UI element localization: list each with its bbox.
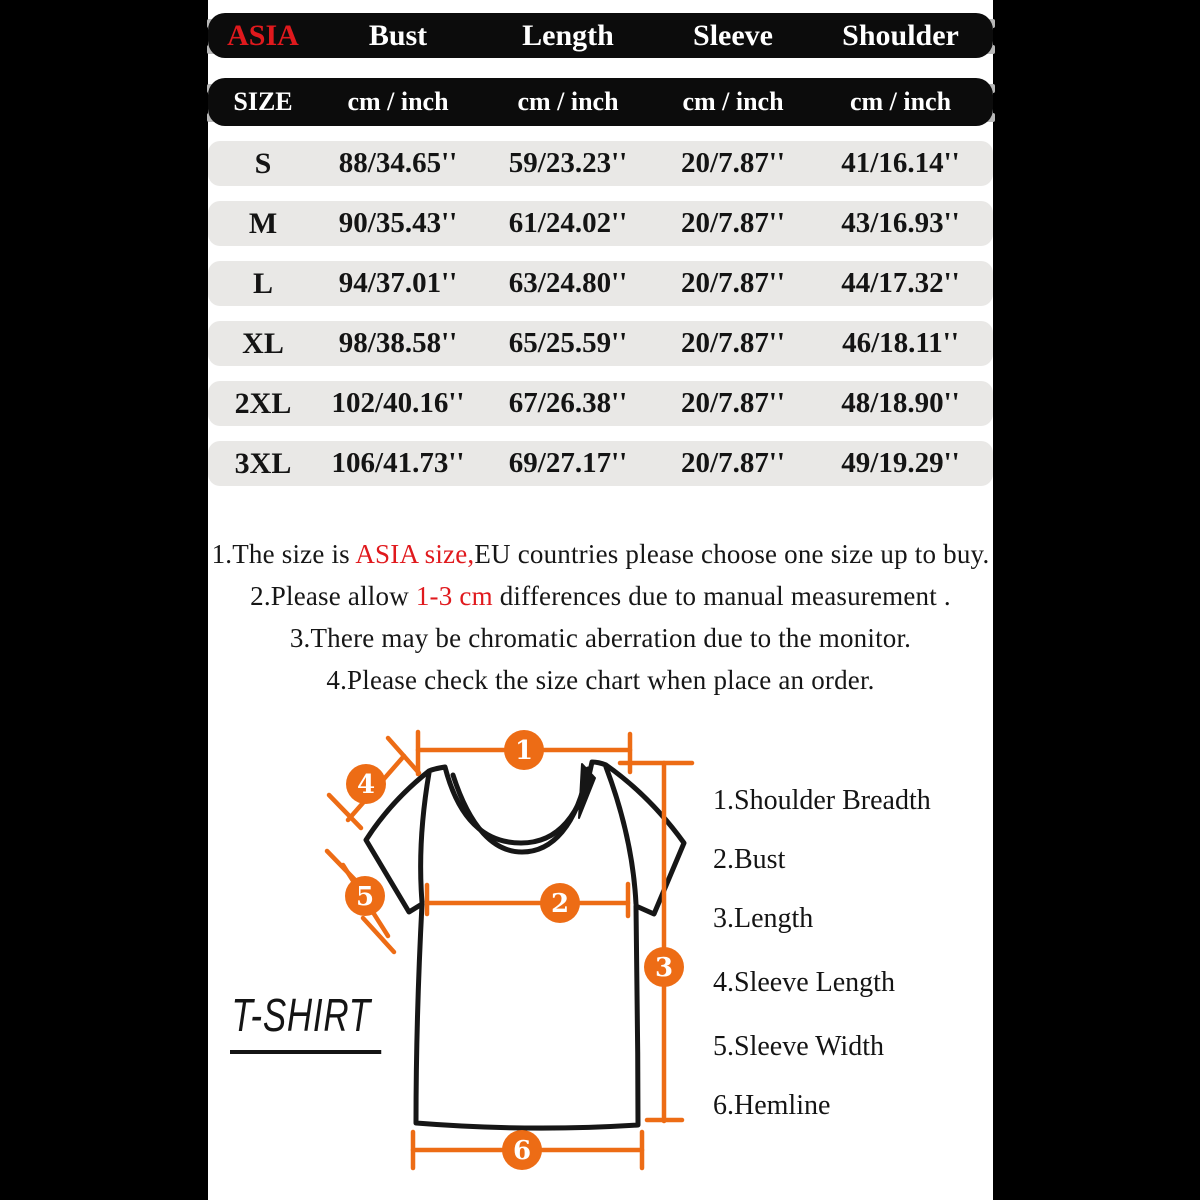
legend-item-sleeve-length: 4.Sleeve Length	[713, 967, 895, 998]
sleeve-value: 20/7.87''	[681, 327, 785, 359]
sleeve-value: 20/7.87''	[681, 387, 785, 419]
bust-value: 106/41.73''	[331, 447, 465, 479]
shoulder-value: 46/18.11''	[842, 327, 959, 359]
note-4	[208, 659, 993, 701]
measurement-legend	[713, 786, 931, 1120]
unit-label-shoulder: cm / inch	[849, 87, 952, 116]
size-chart-content	[208, 0, 993, 1200]
table-row-xl	[208, 321, 993, 366]
length-value: 63/24.80''	[508, 267, 628, 299]
legend-item-length: 3.Length	[713, 903, 814, 934]
note-text: 2.Please allow	[250, 581, 416, 611]
unit-label-length: cm / inch	[517, 87, 619, 116]
bust-value: 94/37.01''	[338, 267, 458, 299]
tshirt-measurement-diagram	[208, 700, 993, 1200]
shoulder-value: 41/16.14''	[841, 147, 960, 179]
note-highlight: 1-3 cm	[415, 581, 493, 611]
note-text: differences due to manual measurement .	[492, 581, 951, 611]
sleeve-value: 20/7.87''	[681, 207, 785, 239]
column-header-sleeve: Sleeve	[693, 18, 773, 52]
marker-number-3: 3	[654, 953, 674, 983]
length-value: 67/26.38''	[508, 387, 628, 419]
size-value: 2XL	[234, 386, 292, 420]
tshirt-title: T-SHIRT	[230, 988, 382, 1054]
bust-value: 102/40.16''	[331, 387, 465, 419]
legend-item-hemline: 6.Hemline	[713, 1090, 831, 1121]
shoulder-value: 44/17.32''	[841, 267, 960, 299]
size-value: M	[248, 206, 278, 240]
size-value: S	[254, 146, 272, 180]
marker-number-5: 5	[355, 882, 375, 912]
sleeve-value: 20/7.87''	[681, 147, 785, 179]
table-row-m	[208, 201, 993, 246]
header-bar-units	[208, 78, 993, 126]
bust-value: 98/38.58''	[338, 327, 458, 359]
note-text: EU countries please choose one size up to buy.	[474, 539, 990, 569]
column-header-bust: Bust	[368, 18, 428, 52]
table-row-s	[208, 141, 993, 186]
legend-item-shoulder-breadth: 1.Shoulder Breadth	[713, 785, 931, 816]
table-row-l	[208, 261, 993, 306]
unit-label-bust: cm / inch	[347, 87, 449, 116]
length-value: 61/24.02''	[508, 207, 628, 239]
marker-number-1: 1	[514, 736, 534, 766]
marker-number-6: 6	[512, 1136, 532, 1166]
length-value: 59/23.23''	[508, 147, 628, 179]
note-text: 3.There may be chromatic aberration due to the monitor.	[289, 623, 912, 653]
bust-value: 88/34.65''	[338, 147, 458, 179]
table-row-2xl	[208, 381, 993, 426]
note-highlight: ASIA size,	[355, 539, 475, 569]
legend-item-bust: 2.Bust	[713, 844, 786, 875]
size-column-label: SIZE	[233, 87, 293, 116]
shoulder-value: 49/19.29''	[841, 447, 960, 479]
header-bar-measurements-inner	[208, 13, 993, 58]
column-header-length: Length	[522, 18, 614, 52]
marker-number-4: 4	[356, 770, 376, 800]
marker-number-2: 2	[550, 889, 570, 919]
table-row-3xl	[208, 441, 993, 486]
tshirt-outline-drawing	[366, 762, 684, 1128]
bust-value: 90/35.43''	[338, 207, 458, 239]
shoulder-value: 43/16.93''	[841, 207, 960, 239]
size-value: L	[252, 266, 273, 300]
size-value: 3XL	[234, 446, 292, 480]
note-2	[208, 575, 993, 617]
header-bar-units-inner	[208, 78, 993, 126]
size-value: XL	[242, 326, 284, 360]
legend-item-sleeve-width: 5.Sleeve Width	[713, 1031, 884, 1062]
notes-section	[208, 533, 993, 701]
column-header-asia: ASIA	[227, 18, 299, 52]
header-bar-measurements	[208, 13, 993, 58]
length-value: 65/25.59''	[508, 327, 628, 359]
length-value: 69/27.17''	[508, 447, 628, 479]
column-header-shoulder: Shoulder	[842, 18, 959, 52]
note-1	[208, 533, 993, 575]
unit-label-sleeve: cm / inch	[682, 87, 784, 116]
sleeve-value: 20/7.87''	[681, 447, 785, 479]
shoulder-value: 48/18.90''	[841, 387, 960, 419]
sleeve-value: 20/7.87''	[681, 267, 785, 299]
note-text: 1.The size is	[211, 539, 356, 569]
note-text: 4.Please check the size chart when place an order.	[326, 665, 875, 695]
note-3	[208, 617, 993, 659]
